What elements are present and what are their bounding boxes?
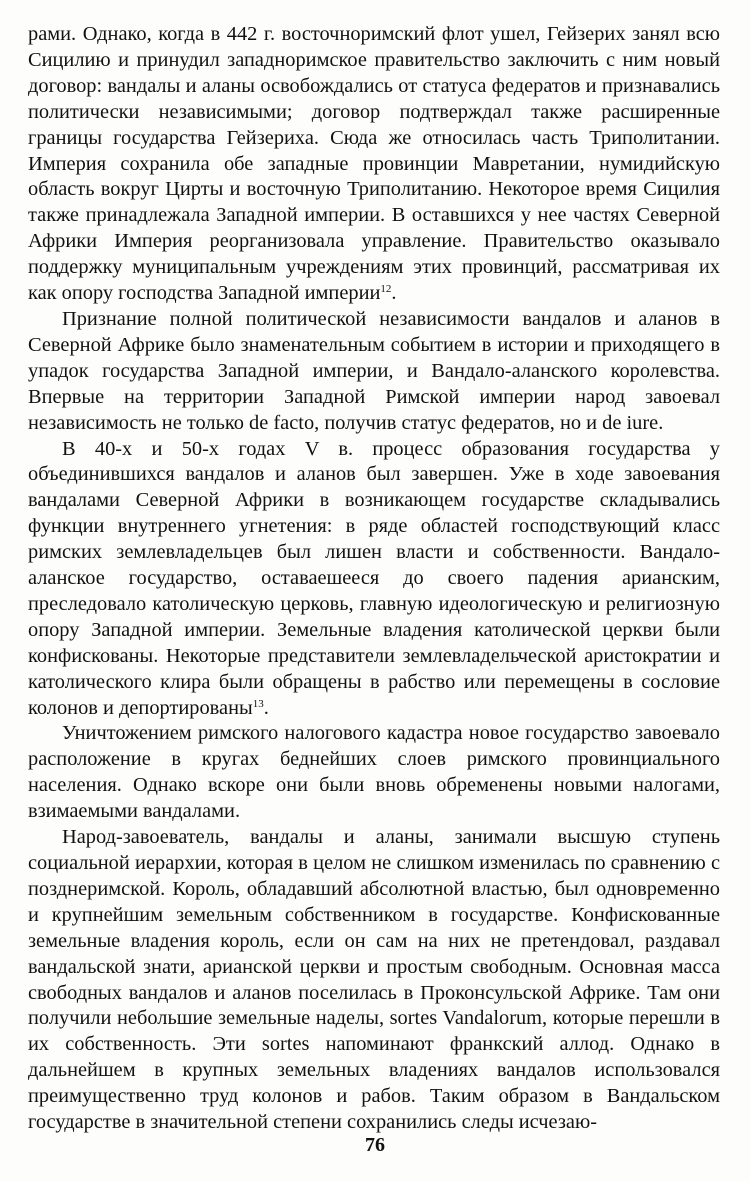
paragraph-3 xyxy=(28,437,720,722)
paragraph-1-tail: . xyxy=(391,282,397,305)
paragraph-5-text: Народ-завоеватель, вандалы и аланы, занимали высшую ступень социальной иерархии, которая в целом не слишком изменилась по сравнению с позднеримской. Король, обладавший абсолютной властью, был одновременно и крупнейшим земельным собственником в государстве. Конфискованные земельные владения король, если он сам на них не претендовал, раздавал вандальской знати, арианской церкви и простым свободным. Основная масса свободных вандалов и аланов поселилась в Проконсульской Африке. Там они получили небольшие земельные наделы, sortes Vandalorum, которые перешли в их собственность. Эти sortes напоминают франкский аллод. Однако в дальнейшем в крупных земельных владениях вандалов использовался преимущественно труд колонов и рабов. Таким образом в Вандальском государстве в значительной степени сохранились следы исчезаю- xyxy=(28,826,720,1134)
paragraph-4 xyxy=(28,721,720,825)
page-number: 76 xyxy=(365,1134,385,1156)
paragraph-1-text: рами. Однако, когда в 442 г. восточноримский флот ушел, Гейзерих занял всю Сицилию и принудил западноримское правительство заключить с ним новый договор: вандалы и аланы освобождались от статуса федератов и признавались политически независимыми; договор подтверждал также расширенные границы государства Гейзериха. Сюда же относилась часть Триполитании. Империя сохранила обе западные провинции Мавретании, нумидийскую область вокруг Цирты и восточную Триполитанию. Некоторое время Сицилия также принадлежала Западной империи. В оставшихся у нее частях Северной Африки Империя реорганизовала управление. Правительство оказывало поддержку муниципальным учреждениям этих провинций, рассматривая их как опору господства Западной империи xyxy=(28,23,720,305)
paragraph-3-tail: . xyxy=(263,696,269,719)
paragraph-2-text: Признание полной политической независимости вандалов и аланов в Северной Африке было знаменательным событием в истории и приходящего в упадок государства Западной империи, и Вандало-аланского королевства. Впервые на территории Западной Римской империи народ завоевал независимость не только de facto, получив статус федератов, но и de iure. xyxy=(28,307,720,434)
paragraph-5 xyxy=(28,825,720,1136)
paragraph-1 xyxy=(28,22,720,307)
footnote-ref-13: 13 xyxy=(252,697,264,710)
paragraph-2 xyxy=(28,307,720,437)
paragraph-3-text: В 40-х и 50-х годах V в. процесс образования государства у объединившихся вандалов и аланов был завершен. Уже в ходе завоевания вандалами Северной Африки в возникающем государстве складывались функции внутреннего угнетения: в ряде областей господствующий класс римских землевладельцев был лишен власти и собственности. Вандало-аланское государство, оставаешееся до своего падения арианским, преследовало католическую церковь, главную идеологическую и религиозную опору Западной империи. Земельные владения католической церкви были конфискованы. Некоторые представители землевладельческой аристократии и католического клира были обращены в рабство или перемещены в сословие колонов и депортированы xyxy=(28,437,720,719)
footnote-ref-12: 12 xyxy=(380,283,392,296)
page-body xyxy=(28,22,720,1136)
paragraph-4-text: Уничтожением римского налогового кадастра новое государство завоевало расположение в кругах беднейших слоев римского провинциального населения. Однако вскоре они были вновь обременены новыми налогами, взимаемыми вандалами. xyxy=(28,722,720,823)
